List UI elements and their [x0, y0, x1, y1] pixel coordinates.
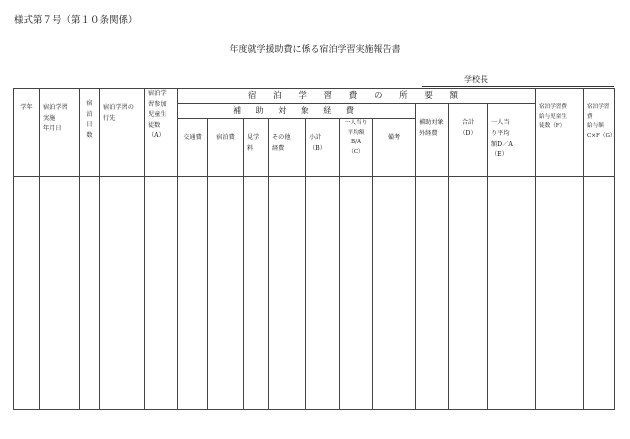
cell-days[interactable]	[80, 177, 100, 410]
header-other: その他 経費	[269, 119, 306, 177]
table-row	[14, 177, 615, 410]
school-principal-line	[422, 74, 614, 87]
header-non-subsidy: 補助対象 外経費	[416, 104, 449, 177]
cell-remarks[interactable]	[584, 177, 615, 410]
header-grade: 学年	[14, 89, 40, 177]
header-per-person-subsidy: 一人当り 平均額 B/A （C）	[340, 119, 373, 177]
cell-tour[interactable]	[244, 177, 269, 410]
cell-per-person-total[interactable]	[449, 177, 488, 410]
header-remarks: 備考	[373, 119, 416, 177]
cell-destination[interactable]	[100, 177, 145, 410]
header-expenses-group: 宿 泊 学 習 費 の 所 要 額	[178, 89, 536, 104]
cell-other[interactable]	[269, 177, 306, 410]
header-total: 合計 （D）	[449, 104, 488, 177]
header-recipients: 宿泊学習費 給与児童生 徒数（F）	[536, 89, 584, 177]
cell-non-subsidy[interactable]	[373, 177, 416, 410]
cell-benefit[interactable]	[536, 177, 584, 410]
header-per-person-total: 一人当 り平均 額D／A （E）	[488, 104, 536, 177]
cell-per-person-subsidy[interactable]	[340, 177, 373, 410]
header-days: 宿 泊 日 数	[80, 89, 100, 177]
header-benefit: 宿泊学習費 給与額 C×F（G）	[584, 89, 615, 177]
form-number: 様式第７号（第１０条関係）	[14, 15, 138, 26]
header-destination: 宿泊学習の 行先	[100, 89, 145, 177]
header-participants: 宿泊学 習参加 児童生 徒数 （A）	[145, 89, 178, 177]
school-principal-label: 学校長	[464, 75, 488, 84]
cell-participants[interactable]	[145, 177, 178, 410]
cell-grade[interactable]	[14, 177, 40, 410]
header-subtotal: 小計 （B）	[306, 119, 340, 177]
cell-subtotal[interactable]	[306, 177, 340, 410]
report-table	[13, 88, 615, 410]
header-date: 宿泊学習 実施 年月日	[40, 89, 80, 177]
cell-date[interactable]	[40, 177, 80, 410]
cell-lodging[interactable]	[208, 177, 244, 410]
header-subsidy-group: 補 助 対 象 経 費	[178, 104, 416, 119]
cell-recipients[interactable]	[488, 177, 536, 410]
header-tour: 見学 料	[244, 119, 269, 177]
cell-total[interactable]	[416, 177, 449, 410]
cell-transport[interactable]	[178, 177, 208, 410]
header-transport: 交通費	[178, 119, 208, 177]
header-lodging: 宿泊費	[208, 119, 244, 177]
document-title: 年度就学援助費に係る宿泊学習実施報告書	[229, 45, 401, 55]
